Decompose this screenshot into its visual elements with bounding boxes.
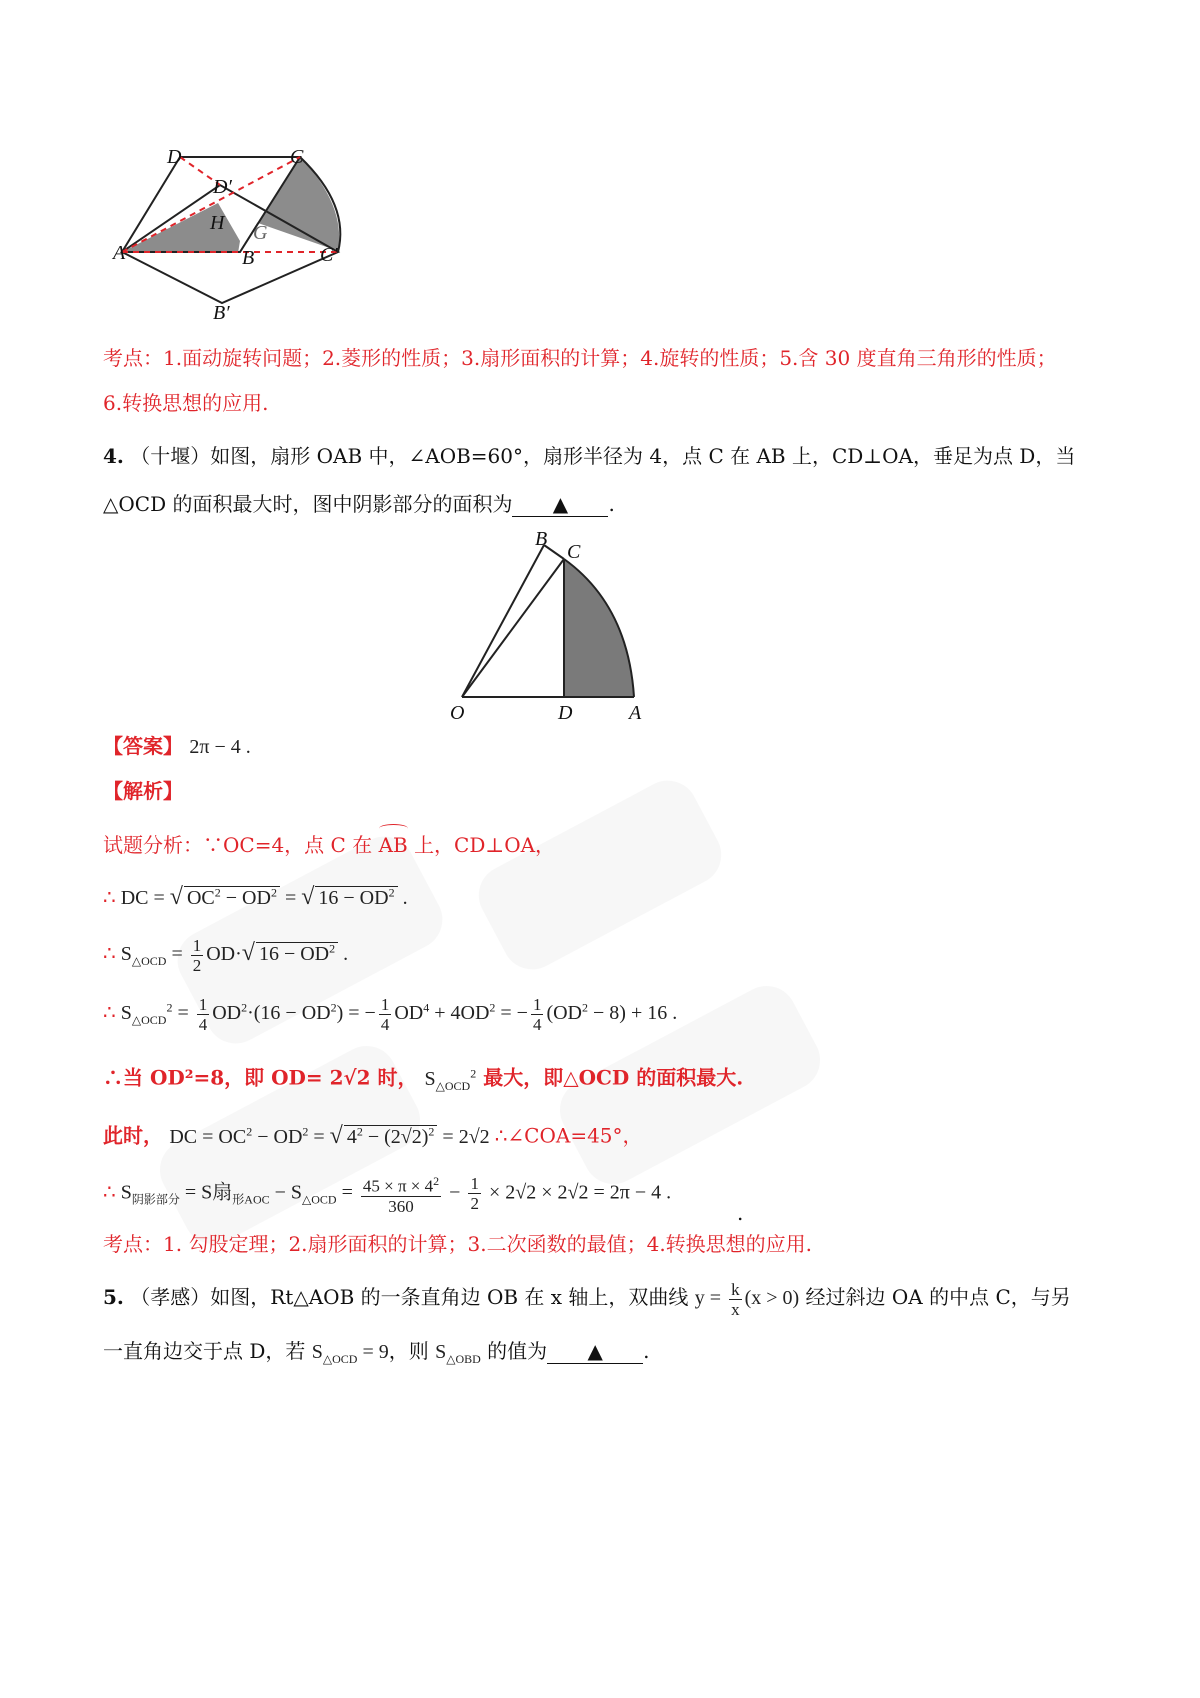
figure-sector-OAB	[440, 525, 670, 725]
question-5-text-suffix: 经过斜边 OA 的中点 C，与另	[805, 1285, 1071, 1310]
question-5-text-mid: ，则	[388, 1339, 429, 1363]
step-shaded-area: ∴ $S_{阴影部分} = S$扇$_{形AOC} - S_{\triangle OCD}$ = $\frac{45 \times \pi \times 4^2}{360}$ − $\frac{1}{2}$ × 2√2 × 2√2 = 2π − 4 .	[103, 1174, 672, 1216]
angle-text: ∴∠COA=45°，	[494, 1123, 643, 1148]
answer-line	[103, 731, 251, 762]
blank-triangle-mark: ▲	[587, 1339, 603, 1363]
question-4-dot: .	[608, 492, 615, 516]
label-D-prime: D′	[213, 176, 232, 198]
step-when-max	[103, 1058, 743, 1101]
watermark	[468, 770, 732, 980]
question-4-number: 4.	[103, 444, 124, 468]
stray-dot: .	[737, 1201, 744, 1225]
answer-value: 2π − 4 .	[189, 736, 251, 758]
analysis-intro-suffix: 上，CD⊥OA，	[414, 833, 556, 857]
answer-label: 【答案】	[103, 734, 183, 758]
therefore-symbol: ∴	[103, 943, 116, 966]
S-subscript: △OCD	[435, 1078, 471, 1093]
step-DC: ∴ DC = √ $OC^2 - OD^2$ = √ $16 - OD^2$ .	[103, 884, 408, 910]
question-5-line-2: 一直角边交于点 D，若 $S_{\triangle OCD} = 9$，则 $S_{\triangle OBD}$ 的值为 ▲ .	[103, 1339, 650, 1366]
therefore-symbol: ∴	[103, 1181, 116, 1204]
question-5-text-end: 的值为	[487, 1339, 548, 1363]
S-symbol: S	[424, 1067, 436, 1090]
analysis-intro-text: 试题分析：∵OC=4，点 C 在	[103, 833, 373, 857]
question-4-line-2	[103, 489, 615, 519]
question-5-number: 5.	[103, 1285, 124, 1310]
label-G: G	[253, 222, 268, 244]
question-5-line-1	[103, 1280, 1071, 1319]
label-O: O	[450, 702, 465, 724]
label-B: B	[535, 528, 548, 550]
answer-blank	[512, 492, 608, 517]
step-ci-shi: 此时， DC = $OC^2 - OD^2$ = √ $4^2 - (2√2)^2 = 2√2$ ∴∠COA=45°，	[103, 1122, 643, 1149]
kaodian-2: 考点：1. 勾股定理；2.扇形面积的计算；3.二次函数的最值；4.转换思想的应用.	[103, 1232, 813, 1256]
hyperbola-formula: y = $\frac{k}{x}$ (x > 0)	[694, 1280, 800, 1319]
kaodian-line-1: 考点：1.面动旋转问题；2.菱形的性质；3.扇形面积的计算；4.旋转的性质；5.含 30 度直角三角形的性质；	[103, 346, 1057, 370]
question-4-line-1	[103, 441, 1075, 471]
step-area-squared: ∴ $S_{\triangle OCD}^2$ = $\frac{1}{4}$ $OD^2\cdot(16 - OD^2)$ = − $\frac{1}{4}$ $OD^4 + 4OD^2$ = − $\frac{1}{4}$ $(OD^2 - 8) + 16$ .	[103, 995, 678, 1034]
analysis-label: 【解析】	[103, 779, 183, 803]
analysis-intro	[103, 830, 555, 860]
question-5-dot: .	[643, 1339, 650, 1363]
therefore-symbol: ∴	[103, 1002, 116, 1025]
label-B-prime: B′	[213, 302, 230, 324]
step-area: ∴ $S_{\triangle OCD}$ = $\frac{1}{2}$ OD·√ $16 - OD^2$ .	[103, 936, 349, 975]
radius-OB	[462, 545, 544, 697]
question-5-text: （孝感）如图，Rt△AOB 的一条直角边 OB 在 x 轴上，双曲线	[130, 1285, 689, 1310]
arc-AB-text: AB	[378, 833, 408, 857]
question-5-text-2: 一直角边交于点 D，若	[103, 1339, 306, 1363]
shaded-region	[564, 559, 634, 697]
when-end: 最大，即△OCD 的面积最大.	[483, 1065, 744, 1090]
therefore-symbol: ∴	[103, 887, 116, 909]
label-A: A	[113, 242, 126, 264]
kaodian-line-2: 6.转换思想的应用.	[103, 391, 269, 415]
blank-triangle-mark: ▲	[552, 492, 569, 516]
answer-blank	[547, 1339, 643, 1364]
label-H: H	[210, 212, 225, 234]
label-D: D	[167, 146, 182, 168]
arc-AB	[379, 830, 408, 860]
label-C: C	[290, 146, 304, 168]
label-A: A	[629, 702, 642, 724]
when-text: ∴当 OD²=8，即 OD= 2√2 时，	[103, 1065, 418, 1090]
question-4-text: （十堰）如图，扇形 OAB 中，∠AOB=60°，扇形半径为 4，点 C 在 AB 上，CD⊥OA，垂足为点 D，当	[130, 444, 1076, 468]
label-C: C	[567, 541, 581, 563]
S-superscript: 2	[470, 1066, 477, 1080]
question-4-text-2: △OCD 的面积最大时，图中阴影部分的面积为	[103, 492, 513, 516]
figure-rhombus-rotation	[100, 135, 380, 335]
radius-OC	[462, 559, 564, 697]
ci-shi-label: 此时，	[103, 1123, 163, 1148]
label-D: D	[558, 702, 573, 724]
label-B: B	[242, 247, 255, 269]
label-C-prime: C′	[320, 244, 338, 266]
